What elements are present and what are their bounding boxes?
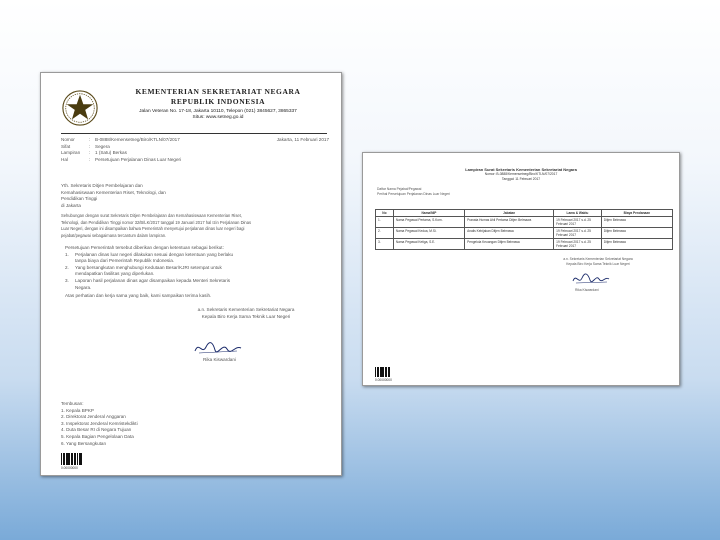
attachment-header [363, 167, 679, 182]
table-row: 2. Nama Pegawai Kedua, M.Si. Analis Kebijakan Ditjen Belmawa 19 Februari 2017 s.d. 25 Februari 2017 Ditjen Belmawa [376, 228, 673, 239]
letter-page [40, 72, 342, 476]
attachment-signature-block [543, 257, 653, 267]
barcode-caption: 0.00000000 [61, 466, 78, 470]
attachment-intro [377, 187, 450, 197]
cc-item: 4. Duta Besar RI di Negara Tujuan [61, 427, 132, 433]
signature-icon [571, 271, 611, 287]
conditions-intro: Persetujuan Pemerintah tersebut diberikan dengan ketentuan sebagai berikut: [65, 245, 224, 250]
attachment-title: Lampiran Surat Sekretaris Kementerian Sekretariat Negara [465, 167, 577, 172]
meta-value: B-0888/Kemensetneg/Biro/KTLN/07/2017 [95, 137, 180, 142]
attachment-number: Nomor: B-0888/Kemensetneg/Biro/KTLN/07/2017 [484, 172, 558, 176]
attachment-page [362, 152, 680, 386]
letterhead-country: REPUBLIK INDONESIA [170, 97, 266, 106]
letter-meta [61, 137, 329, 163]
meta-row: Sifat : Segera [61, 143, 110, 149]
recipient-line: Kemahasiswaan Kementerian Riset, Teknologi, dan [61, 189, 166, 195]
barcode-icon [61, 453, 82, 465]
letter-date: Jakarta, 11 Februari 2017 [276, 137, 329, 142]
signer-name: Rika Kiswardani [575, 288, 599, 292]
meta-value: Segera [95, 143, 110, 149]
meta-key: Sifat [61, 143, 71, 149]
signer-role: Kepala Biro Kerja Sama Teknik Luar Negeri [201, 313, 291, 319]
cc-block [61, 401, 138, 447]
conditions-block [65, 245, 233, 300]
recipient-line: di Jakarta [61, 202, 81, 208]
signer-org: a.n. Sekretaris Kementerian Sekretariat Negara [197, 307, 295, 312]
cc-item: 6. Yang Bersangkutan [61, 440, 107, 446]
column-header: Lama & Waktu [554, 210, 602, 217]
signature-block [181, 307, 311, 320]
recipient-line: Yth. Sekretaris Ditjen Pembelajaran dan [61, 183, 143, 188]
meta-key: Hal [61, 156, 68, 162]
letterhead-address: Jalan Veteran No. 17-18, Jakarta 10110, Telepon (021) 3845627, 3865337 [139, 109, 297, 114]
body-paragraph [61, 213, 251, 239]
condition-item: 1. Perjalanan dinas luar negeri dilakukan sesuai dengan ketentuan yang berlaku tanpa biaya dari Pemerintah Republik Indonesia. [65, 251, 234, 264]
cc-item: 5. Kepala Bagian Pengelolaan Data [61, 433, 134, 439]
table-row: 1. Nama Pegawai Pertama, S.Kom. Pranata Humas Ahli Pertama Ditjen Belmawa 19 Februari 2017 s.d. 25 Februari 2017 Ditjen Belmawa [376, 217, 673, 228]
body-line: pejabat/pegawai sebagaimana tercantum dalam lampiran. [61, 232, 167, 238]
meta-key: Lampiran [61, 150, 81, 156]
table-row: 3. Nama Pegawai Ketiga, S.E. Pengelola Keuangan Ditjen Belmawa 19 Februari 2017 s.d. 25 Februari 2017 Ditjen Belmawa [376, 239, 673, 250]
letterhead [103, 87, 333, 120]
signature-icon [193, 339, 243, 357]
letterhead-ministry: KEMENTERIAN SEKRETARIAT NEGARA [135, 87, 301, 96]
cc-title: Tembusan: [61, 401, 84, 406]
attachment-date: Tanggal: 11 Februari 2017 [501, 177, 541, 181]
recipient-line: Pendidikan Tinggi [61, 196, 98, 202]
meta-key: Nomor [61, 137, 75, 142]
body-line: Teknologi, dan Pendidikan Tinggi nomor 32/B/LK/2017 tanggal 19 Januari 2017 hal Izin Perjalanan Dinas [61, 219, 252, 225]
letterhead-divider [61, 133, 327, 134]
meta-row: Lampiran : 1 (Satu) Berkas [61, 150, 127, 156]
condition-item: 3. Laporan hasil perjalanan dinas agar disampaikan kepada Menteri Sekretaris Negara. [65, 277, 231, 290]
body-line: Luar Negeri, dengan ini disampaikan bahwa Pemerintah menyetujui perjalanan dinas luar negeri bagi [61, 226, 245, 232]
condition-item: 2. Yang bersangkutan menghubungi Kedutaan Besar/KJRI setempat untuk mendapatkan fasilitas yang diperlukan. [65, 264, 222, 277]
column-header: Nama/NIP [393, 210, 464, 217]
signer-name: Rika Kiswardani [203, 357, 236, 362]
closing-line: Atas perhatian dan kerja sama yang baik, kami sampaikan terima kasih. [65, 293, 212, 299]
column-header: Jabatan [465, 210, 554, 217]
barcode-icon [375, 367, 390, 377]
attachment-table [375, 209, 673, 250]
meta-value: 1 (Satu) Berkas [95, 150, 127, 156]
attachment-intro-line: Daftar Nama Pejabat/Pegawai [377, 187, 422, 191]
cc-item: 3. Inspektorat Jenderal Kemristekdikti [61, 420, 138, 426]
column-header: No [376, 210, 394, 217]
garuda-emblem-icon [61, 89, 99, 127]
signer-role: Kepala Biro Kerja Sama Teknik Luar Negeri [566, 262, 630, 266]
recipient-block [61, 183, 166, 209]
column-header: Biaya Pendanaan [601, 210, 672, 217]
letterhead-site: Situs: www.setneg.go.id [192, 115, 244, 120]
meta-row: Nomor : B-0888/Kemensetneg/Biro/KTLN/07/2017 Jakarta, 11 Februari 2017 [61, 137, 329, 142]
cc-item: 2. Direktorat Jenderal Anggaran [61, 414, 126, 420]
attachment-intro-line: Perihal Persetujuan Perjalanan Dinas Luar Negeri [377, 192, 450, 196]
signer-org: a.n. Sekretaris Kementerian Sekretariat Negara [563, 257, 633, 261]
cc-item: 1. Kepala BPKP [61, 407, 94, 413]
body-line: Sehubungan dengan surat Sekretaris Ditjen Pembelajaran dan Kemahasiswaan Kementerian Riset, [61, 213, 242, 218]
barcode-caption: 0.00000000 [375, 378, 392, 382]
table-header-row [376, 210, 673, 217]
meta-row: Hal : Persetujuan Perjalanan Dinas Luar Negeri [61, 156, 182, 162]
meta-value: Persetujuan Perjalanan Dinas Luar Negeri [95, 156, 182, 162]
